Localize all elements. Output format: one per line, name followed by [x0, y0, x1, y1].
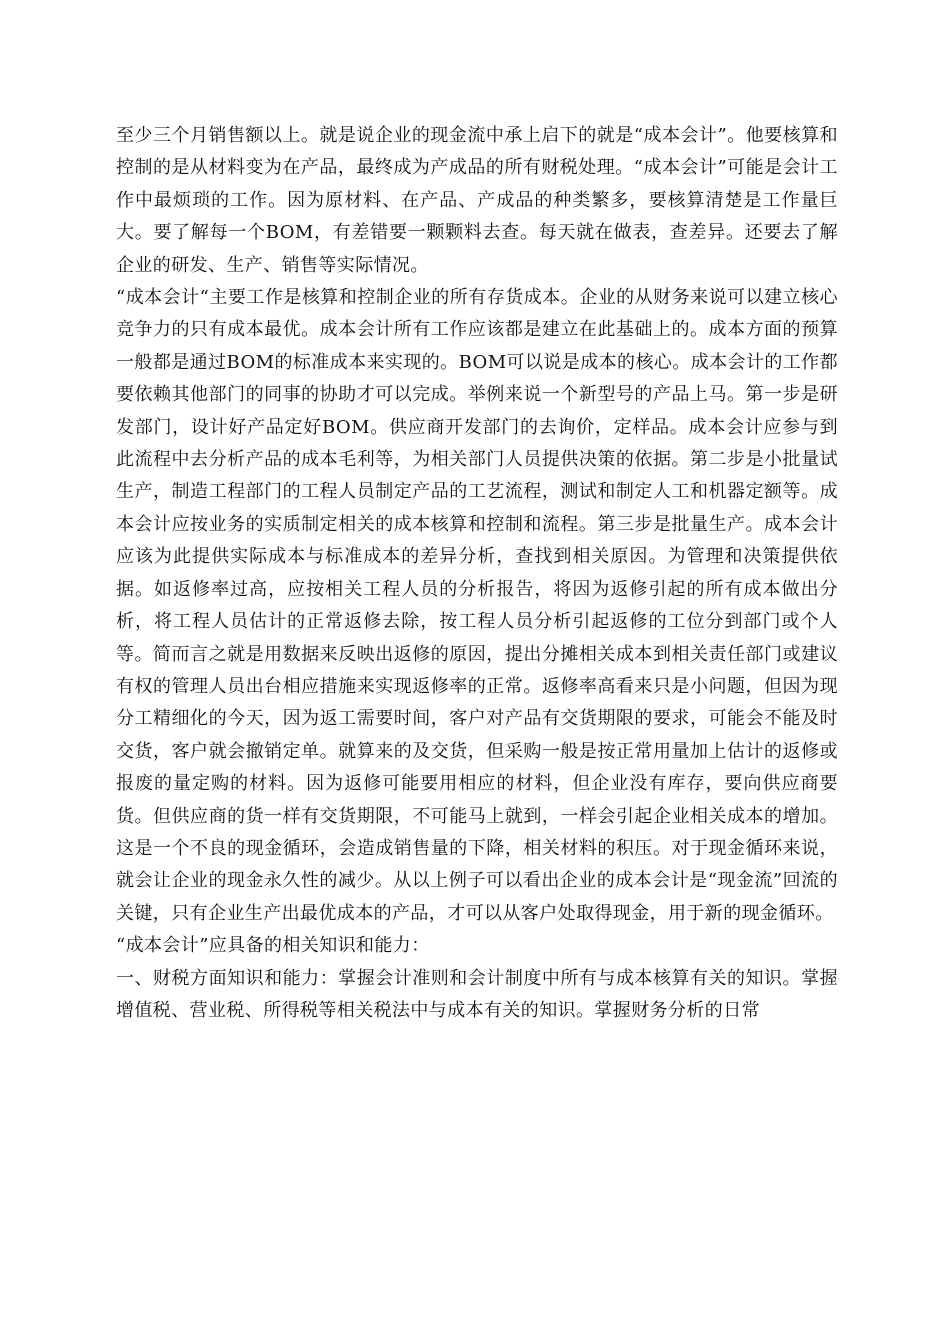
- paragraph-required-skills-heading: “成本会计”应具备的相关知识和能力：: [116, 935, 430, 957]
- document-body: [116, 120, 838, 1027]
- paragraph-cost-accounting-intro: 至少三个月销售额以上。就是说企业的现金流中承上启下的就是“成本会计”。他要核算和控制的是从材料变为在产品，最终成为产成品的所有财税处理。“成本会计”可能是会计工作中最烦琐的工作。因为原材料、在产品、产成品的种类繁多，要核算清楚是工作量巨大。要了解每一个BOM，有差错要一颗颗料去查。每天就在做表，查差异。还要去了解企业的研发、生产、销售等实际情况。: [116, 125, 838, 276]
- paragraph-cost-accounting-duties: “成本会计“主要工作是核算和控制企业的所有存货成本。企业的从财务来说可以建立核心竞争力的只有成本最优。成本会计所有工作应该都是建立在此基础上的。成本方面的预算一般都是通过BOM的标准成本来实现的。BOM可以说是成本的核心。成本会计的工作都要依赖其他部门的同事的协助才可以完成。举例来说一个新型号的产品上马。第一步是研发部门，设计好产品定好BOM。供应商开发部门的去询价，定样品。成本会计应参与到此流程中去分析产品的成本毛利等，为相关部门人员提供决策的依据。第二步是小批量试生产，制造工程部门的工程人员制定产品的工艺流程，测试和制定人工和机器定额等。成本会计应按业务的实质制定相关的成本核算和控制和流程。第三步是批量生产。成本会计应该为此提供实际成本与标准成本的差异分析，查找到相关原因。为管理和决策提供依据。如返修率过高，应按相关工程人员的分析报告，将因为返修引起的所有成本做出分析，将工程人员估计的正常返修去除，按工程人员分析引起返修的工位分到部门或个人等。简而言之就是用数据来反映出返修的原因，提出分摊相关成本到相关责任部门或建议有权的管理人员出台相应措施来实现返修率的正常。返修率高看来只是小问题，但因为现分工精细化的今天，因为返工需要时间，客户对产品有交货期限的要求，可能会不能及时交货，客户就会撤销定单。就算来的及交货，但采购一般是按正常用量加上估计的返修或报废的量定购的材料。因为返修可能要用相应的材料，但企业没有库存，要向供应商要货。但供应商的货一样有交货期限，不可能马上就到，一样会引起企业相关成本的增加。这是一个不良的现金循环，会造成销售量的下降，相关材料的积压。对于现金循环来说，就会让企业的现金永久性的减少。从以上例子可以看出企业的成本会计是“现金流”回流的关键，只有企业生产出最优成本的产品，才可以从客户处取得现金，用于新的现金循环。: [116, 287, 838, 924]
- paragraph-tax-finance-knowledge: 一、财税方面知识和能力：掌握会计准则和会计制度中所有与成本核算有关的知识。掌握增值税、营业税、所得税等相关税法中与成本有关的知识。掌握财务分析的日常: [116, 967, 838, 1021]
